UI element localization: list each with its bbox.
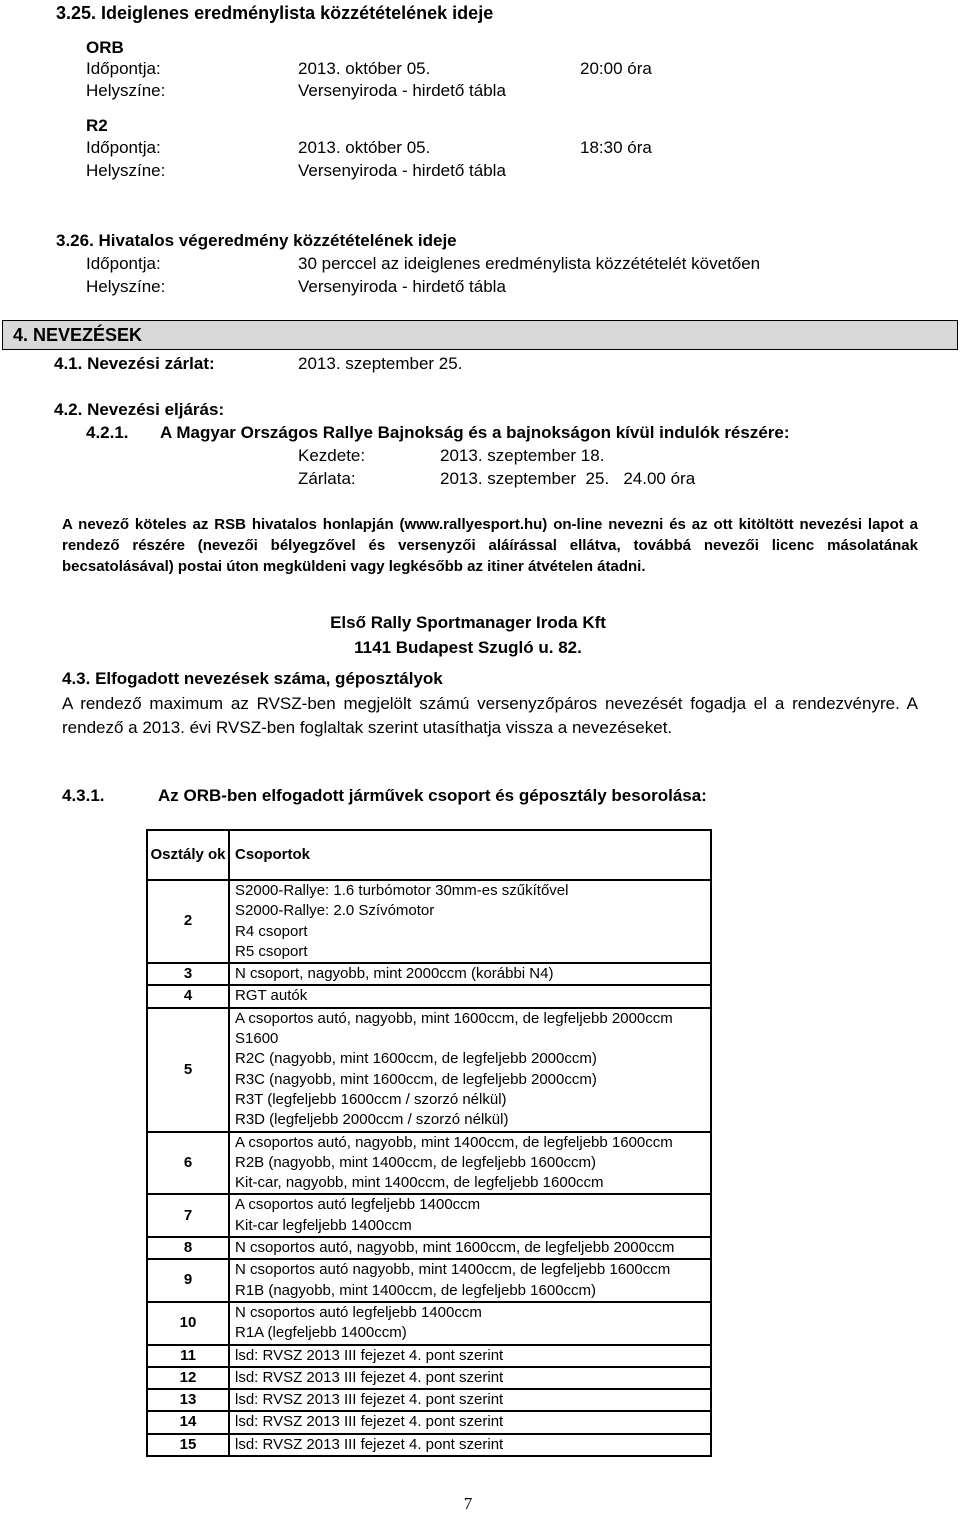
class-number-cell: 7 <box>147 1194 229 1237</box>
group-line: lsd: RVSZ 2013 III fejezet 4. pont szerint <box>235 1435 504 1453</box>
s421-title: A Magyar Országos Rallye Bajnokság és a bajnokságon kívül indulók részére: <box>160 423 790 442</box>
groups-cell <box>229 1345 711 1367</box>
s42-label: 4.2. Nevezési eljárás: <box>54 400 225 419</box>
s43-title: 4.3. Elfogadott nevezések száma, géposztályok <box>62 669 443 688</box>
groups-cell <box>229 880 711 963</box>
group-line: A csoportos autó, nagyobb, mint 1600ccm, de legfeljebb 2000ccm <box>235 1009 673 1027</box>
orb-place: Versenyiroda - hirdető tábla <box>298 81 506 100</box>
address-line-2: 1141 Budapest Szugló u. 82. <box>354 638 582 657</box>
groups-cell <box>229 963 711 985</box>
groups-cell <box>229 1194 711 1237</box>
s431-title: Az ORB-ben elfogadott járművek csoport és géposztály besorolása: <box>158 786 707 805</box>
r2-time: 18:30 óra <box>580 138 652 157</box>
address-line-1: Első Rally Sportmanager Iroda Kft <box>330 613 606 632</box>
s43-paragraph: A rendező maximum az RVSZ-ben megjelölt számú versenyzőpáros nevezését fogadja el a rendezvényre. A rendező a 2013. évi RVSZ-ben foglaltak szerint utasíthatja vissza a nevezéseket. <box>62 694 918 737</box>
groups-cell <box>229 1302 711 1345</box>
group-line: S2000-Rallye: 2.0 Szívómotor <box>235 902 435 920</box>
header-class-cell: Osztály ok <box>147 830 229 880</box>
class-number-cell: 14 <box>147 1411 229 1433</box>
table-row <box>147 1345 711 1367</box>
s326-place-label: Helyszíne: <box>86 277 166 296</box>
r2-label: R2 <box>86 116 108 135</box>
table-row <box>147 1194 711 1237</box>
table-row <box>147 1259 711 1302</box>
groups-cell <box>229 1259 711 1302</box>
r2-place-label: Helyszíne: <box>86 161 166 180</box>
groups-cell <box>229 1237 711 1259</box>
table-row <box>147 1132 711 1195</box>
group-line: R2C (nagyobb, mint 1600ccm, de legfeljebb 2000ccm) <box>235 1050 597 1068</box>
group-line: R1B (nagyobb, mint 1400ccm, de legfeljebb 1600ccm) <box>235 1281 597 1299</box>
group-line: R3D (legfeljebb 2000ccm / szorzó nélkül) <box>235 1111 509 1129</box>
table-row <box>147 963 711 985</box>
s421-start-label: Kezdete: <box>298 446 366 465</box>
class-number-cell: 8 <box>147 1237 229 1259</box>
orb-time: 20:00 óra <box>580 59 652 78</box>
class-number-cell: 12 <box>147 1367 229 1389</box>
group-line: N csoportos autó nagyobb, mint 1400ccm, de legfeljebb 1600ccm <box>235 1261 671 1279</box>
s421-end: 2013. szeptember 25. 24.00 óra <box>440 469 696 488</box>
table-row <box>147 1411 711 1433</box>
group-line: Kit-car, nagyobb, mint 1400ccm, de legfeljebb 1600ccm <box>235 1174 604 1192</box>
entry-paragraph: A nevező köteles az RSB hivatalos honlapján (www.rallyesport.hu) on-line nevezni és az ott kitöltött nevezési lapot a rendező részére (nevezői bélyegzővel és versenyzői aláírással ellátva, továbbá nevezői licenc másolatának becsatolásával) postai úton megküldeni vagy legkésőbb az itiner átvételen átadni. <box>62 516 918 575</box>
group-line: N csoport, nagyobb, mint 2000ccm (korábbi N4) <box>235 965 554 983</box>
group-line: S1600 <box>235 1030 279 1048</box>
table-row <box>147 1237 711 1259</box>
class-number-cell: 3 <box>147 963 229 985</box>
s421-end-label: Zárlata: <box>298 469 356 488</box>
class-number-cell: 2 <box>147 880 229 963</box>
groups-cell <box>229 1132 711 1195</box>
s326-time-label: Időpontja: <box>86 254 161 273</box>
class-table-body <box>147 830 711 1456</box>
table-row <box>147 985 711 1007</box>
s421-label: 4.2.1. <box>86 423 129 442</box>
group-line: R3T (legfeljebb 1600ccm / szorzó nélkül) <box>235 1090 507 1108</box>
group-line: N csoportos autó, nagyobb, mint 1600ccm, de legfeljebb 2000ccm <box>235 1239 675 1257</box>
section-4-title: 4. NEVEZÉSEK <box>13 325 143 345</box>
group-line: lsd: RVSZ 2013 III fejezet 4. pont szerint <box>235 1413 504 1431</box>
table-row <box>147 1367 711 1389</box>
s326-time: 30 perccel az ideiglenes eredménylista közzétételét követően <box>298 254 761 273</box>
page-number: 7 <box>463 1494 473 1513</box>
class-number-cell: 13 <box>147 1389 229 1411</box>
class-number-cell: 5 <box>147 1008 229 1132</box>
orb-date: 2013. október 05. <box>298 59 431 78</box>
section-3-25-title: 3.25. Ideiglenes eredménylista közzétételének ideje <box>56 3 494 23</box>
group-line: R2B (nagyobb, mint 1400ccm, de legfeljebb 1600ccm) <box>235 1153 597 1171</box>
class-number-cell: 6 <box>147 1132 229 1195</box>
group-line: S2000-Rallye: 1.6 turbómotor 30mm-es szűkítővel <box>235 882 569 899</box>
group-line: N csoportos autó legfeljebb 1400ccm <box>235 1303 482 1321</box>
group-line: lsd: RVSZ 2013 III fejezet 4. pont szerint <box>235 1391 504 1409</box>
r2-date: 2013. október 05. <box>298 138 431 157</box>
r2-place: Versenyiroda - hirdető tábla <box>298 161 506 180</box>
orb-label: ORB <box>86 38 124 57</box>
r2-time-label: Időpontja: <box>86 138 161 157</box>
table-row <box>147 1434 711 1456</box>
group-line: R4 csoport <box>235 922 308 940</box>
group-line: RGT autók <box>235 987 308 1005</box>
section-3-26-title <box>56 231 457 251</box>
group-line: R5 csoport <box>235 942 308 960</box>
section-4-banner <box>2 320 958 350</box>
s41-label: 4.1. Nevezési zárlat: <box>54 354 215 373</box>
table-row <box>147 1302 711 1345</box>
groups-cell <box>229 1434 711 1456</box>
group-line: lsd: RVSZ 2013 III fejezet 4. pont szerint <box>235 1368 504 1386</box>
group-line: A csoportos autó legfeljebb 1400ccm <box>235 1196 481 1214</box>
s421-start: 2013. szeptember 18. <box>440 446 605 465</box>
orb-time-label: Időpontja: <box>86 59 161 78</box>
class-number-cell: 4 <box>147 985 229 1007</box>
table-row <box>147 880 711 963</box>
group-line: Kit-car legfeljebb 1400ccm <box>235 1216 412 1234</box>
class-table <box>146 829 712 1457</box>
class-number-cell: 10 <box>147 1302 229 1345</box>
groups-cell <box>229 985 711 1007</box>
header-groups-cell: Csoportok <box>229 830 711 880</box>
orb-place-label: Helyszíne: <box>86 81 166 100</box>
groups-cell <box>229 1389 711 1411</box>
class-number-cell: 9 <box>147 1259 229 1302</box>
group-line: R1A (legfeljebb 1400ccm) <box>235 1324 407 1342</box>
table-row <box>147 1008 711 1132</box>
s326-place: Versenyiroda - hirdető tábla <box>298 277 506 296</box>
class-number-cell: 15 <box>147 1434 229 1456</box>
group-line: lsd: RVSZ 2013 III fejezet 4. pont szerint <box>235 1346 504 1364</box>
section-3-26-title-text: 3.26. Hivatalos végeredmény közzétételének ideje <box>56 231 457 250</box>
s431-label: 4.3.1. <box>62 786 105 805</box>
class-number-cell: 11 <box>147 1345 229 1367</box>
groups-cell <box>229 1367 711 1389</box>
group-line: A csoportos autó, nagyobb, mint 1400ccm, de legfeljebb 1600ccm <box>235 1133 673 1151</box>
groups-cell <box>229 1008 711 1132</box>
group-line: R3C (nagyobb, mint 1600ccm, de legfeljebb 2000ccm) <box>235 1070 597 1088</box>
groups-cell <box>229 1411 711 1433</box>
table-header-row <box>147 830 711 880</box>
s41-value: 2013. szeptember 25. <box>298 354 463 373</box>
table-row <box>147 1389 711 1411</box>
